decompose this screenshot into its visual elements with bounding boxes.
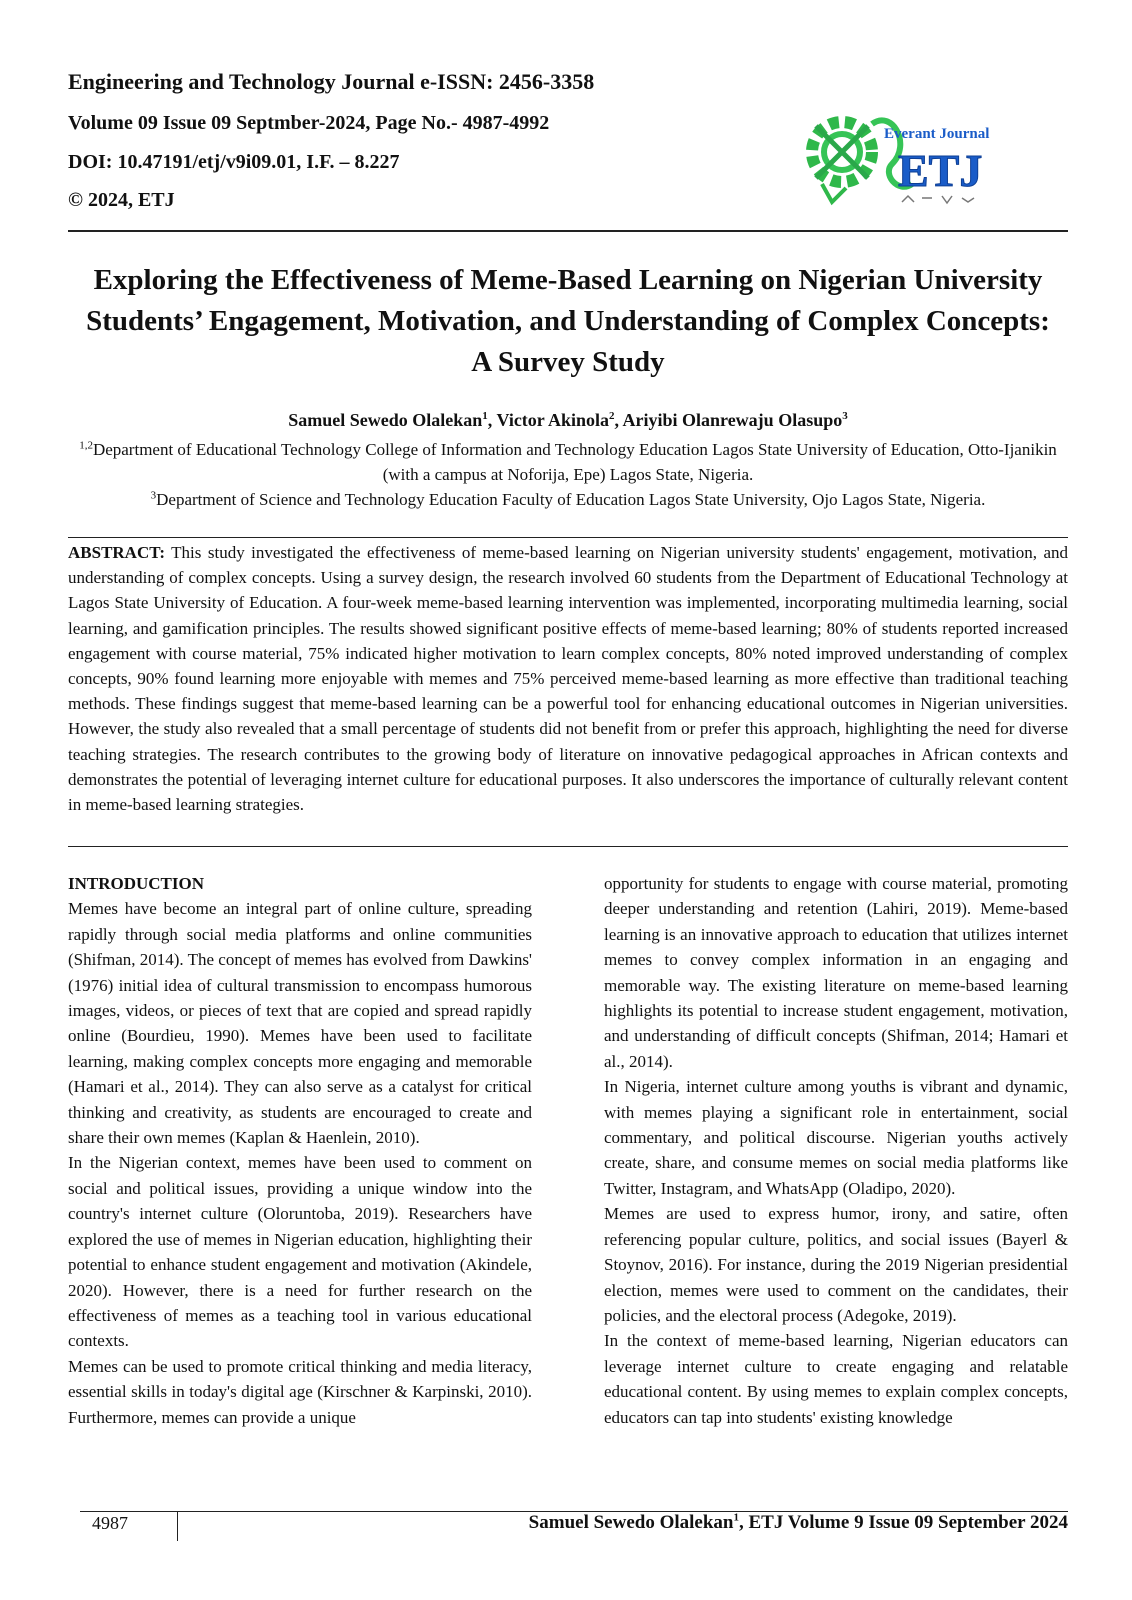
paragraph: Memes can be used to promote critical thinking and media literacy, essential skills in today's digital age (Kirschner & Karpinski, 2010). Furthermore, memes can provide a unique — [68, 1356, 532, 1427]
logo-subtitle: Everant Journal — [884, 126, 990, 142]
footer-journal: , ETJ Volume 9 Issue 09 September 2024 — [738, 1512, 1068, 1533]
author-sup: 3 — [842, 410, 848, 422]
paragraph: In the Nigerian context, memes have been used to comment on social and political issues, providing a unique window into the country's internet culture (Oloruntoba, 2019). Researchers have explored the use of memes in Nigerian education, highlighting their potential to enhance student engagement and motivation (Akindele, 2020). However, there is a need for further research on the effectiveness of memes as a teaching tool in various educational contexts. — [68, 1153, 532, 1351]
affiliation-text: Department of Educational Technology College of Information and Technology Education Lagos State University of Education, Otto-Ijanikin (with a campus at Noforija, Epe) Lagos State, Nigeria. — [92, 440, 1057, 484]
footer-author-sup: 1 — [733, 1511, 739, 1524]
affiliation-text: Department of Science and Technology Education Faculty of Education Lagos State University, Ojo Lagos State, Nigeria. — [156, 490, 986, 509]
right-column — [604, 871, 1068, 1430]
affiliation-sup: 3 — [150, 489, 157, 502]
affiliation-sup: 1,2 — [79, 439, 93, 452]
copyright: © 2024, ETJ — [68, 189, 175, 211]
journal-header: Engineering and Technology Journal e-ISSN: 2456-3358 — [68, 69, 595, 94]
author-name: Samuel Sewedo Olalekan — [288, 410, 483, 430]
etj-logo — [802, 104, 1022, 214]
doi-info: DOI: 10.47191/etj/v9i09.01, I.F. – 8.227 — [68, 151, 400, 173]
page-number: 4987 — [92, 1513, 128, 1533]
paper-title: Exploring the Effectiveness of Meme-Based Learning on Nigerian University Students’ Engagement, Motivation, and Understanding of Complex Concepts: A Survey Study — [86, 264, 1050, 378]
affiliation-2 — [68, 487, 1068, 512]
author-sup: 2 — [609, 410, 615, 422]
affiliation-1 — [68, 437, 1068, 487]
abstract-top-rule — [68, 537, 1068, 538]
gear-icon — [812, 122, 872, 202]
author-sup: 1 — [482, 410, 488, 422]
author-name: Ariyibi Olanrewaju Olasupo — [622, 410, 843, 430]
left-column — [68, 871, 532, 1430]
abstract-label: ABSTRACT: — [68, 543, 165, 562]
footer-separator — [177, 1511, 178, 1541]
footer-author: Samuel Sewedo Olalekan — [528, 1512, 734, 1533]
volume-info: Volume 09 Issue 09 Septmber-2024, Page No.- 4987-4992 — [68, 112, 550, 134]
abstract-bottom-rule — [68, 846, 1068, 847]
abstract — [68, 540, 1068, 817]
footer-citation — [529, 1512, 1068, 1534]
paragraph: In Nigeria, internet culture among youths is vibrant and dynamic, with memes playing a significant role in entertainment, social commentary, and political discourse. Nigerian youths actively create, share, and consume memes on social media platforms like Twitter, Instagram, and WhatsApp (Oladipo, 2020). — [604, 1077, 1068, 1198]
abstract-text: This study investigated the effectiveness of meme-based learning on Nigerian university students' engagement, motivation, and understanding of complex concepts. Using a survey design, the research involved 60 students from the Department of Educational Technology at Lagos State University of Education. A four-week meme-based learning intervention was implemented, incorporating multimedia learning, social learning, and gamification principles. The results showed significant positive effects of meme-based learning; 80% of students reported increased engagement with course material, 75% indicated higher motivation to learn complex concepts, 80% noted improved understanding of complex concepts, 90% found learning more enjoyable with memes and 75% perceived meme-based learning as more effective than traditional teaching methods. These findings suggest that meme-based learning can be a powerful tool for enhancing educational outcomes in Nigerian universities. However, the study also revealed that a small percentage of students did not benefit from or prefer this approach, highlighting the need for diverse teaching strategies. The research contributes to the growing body of literature on innovative pedagogical approaches in African contexts and demonstrates the potential of leveraging internet culture for educational purposes. It also underscores the importance of culturally relevant content in meme-based learning strategies. — [68, 543, 1068, 815]
author-list: Samuel Sewedo Olalekan$^1$, Victor Akinola$^2$, Ariyibi Olanrewaju Olasupo$^3$ — [288, 410, 848, 430]
author-name: Victor Akinola — [496, 410, 609, 430]
affiliations — [68, 437, 1068, 512]
header-rule — [68, 230, 1068, 232]
paragraph: Memes have become an integral part of online culture, spreading rapidly through social media platforms and online communities (Shifman, 2014). The concept of memes has evolved from Dawkins' (1976) initial idea of cultural transmission to encompass humorous images, videos, or pieces of text that are copied and spread rapidly online (Bourdieu, 1990). Memes have been used to facilitate learning, making complex concepts more engaging and memorable (Hamari et al., 2014). They can also serve as a catalyst for critical thinking and creativity, as students are encouraged to create and share their own memes (Kaplan & Haenlein, 2010). — [68, 899, 532, 1148]
paragraph: opportunity for students to engage with course material, promoting deeper understanding and retention (Lahiri, 2019). Meme-based learning is an innovative approach to education that utilizes internet memes to convey complex information in an engaging and memorable way. The existing literature on meme-based learning highlights its potential to increase student engagement, motivation, and understanding of difficult concepts (Shifman, 2014; Hamari et al., 2014). — [604, 874, 1068, 1071]
section-heading: INTRODUCTION — [68, 874, 205, 893]
logo-main: ETJ — [898, 145, 983, 196]
paragraph: Memes are used to express humor, irony, and satire, often referencing popular culture, politics, and social issues (Bayerl & Stoynov, 2016). For instance, during the 2019 Nigerian presidential election, memes were used to comment on the candidates, their policies, and the electoral process (Adegoke, 2019). — [604, 1204, 1068, 1325]
paragraph: In the context of meme-based learning, Nigerian educators can leverage internet culture to create engaging and relatable educational content. By using memes to explain complex concepts, educators can tap into students' existing knowledge — [604, 1331, 1068, 1427]
